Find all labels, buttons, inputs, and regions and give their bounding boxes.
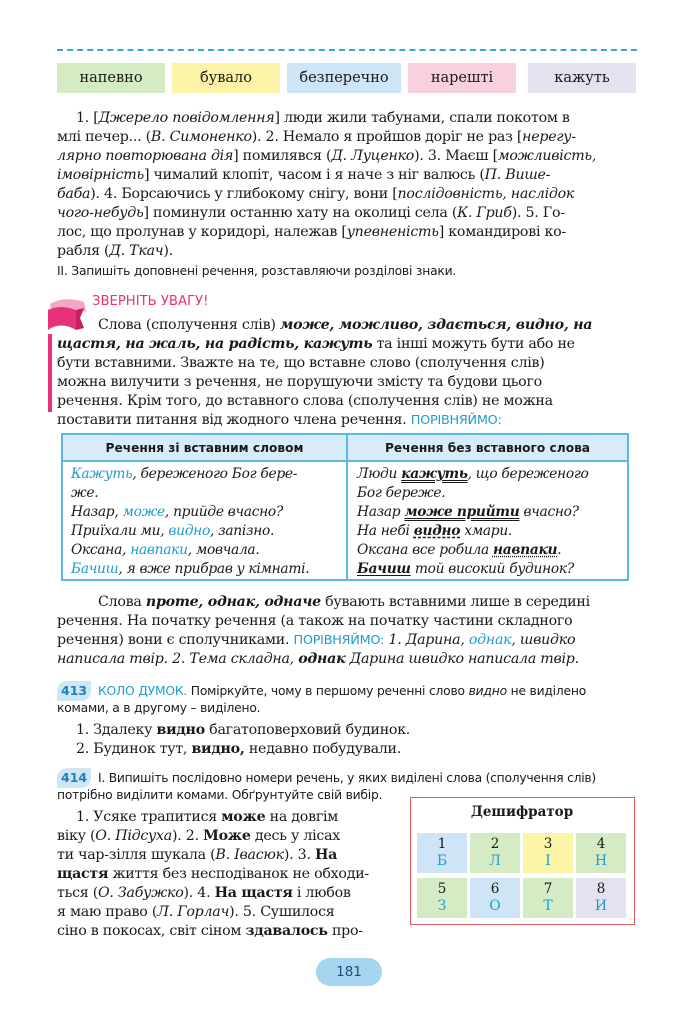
ex413-line-2: комами, а в другому – виділено. [57, 701, 261, 715]
page-number: 181 [316, 958, 382, 986]
ex1-line-7: лос, що пролунав у коридорі, належав [упевненість] командирові ко- [57, 224, 566, 240]
task-2-instruction: II. Запишіть доповнені речення, розставляючи розділові знаки. [57, 264, 457, 278]
after-table-line-3: речення) вони є сполучниками. ПОРІВНЯЙМО: 1. Дарина, однак, швидко [57, 632, 576, 648]
attention-line-2: щастя, на жаль, на радість, кажуть та інші можуть бути або не [57, 336, 575, 352]
table-header-right: Речення без вставного слова [384, 441, 590, 455]
decoder-cell-3: 3 І [523, 833, 573, 873]
ex414-text-7: сіно в покосах, світ сіном здавалось про- [57, 923, 363, 939]
word-chip-3: безперечно [287, 63, 401, 93]
decoder-cell-7: 7 Т [523, 878, 573, 918]
attention-side-bar [48, 334, 52, 412]
right-row-2: Бог береже. [357, 485, 446, 501]
attention-title: ЗВЕРНІТЬ УВАГУ! [92, 294, 209, 309]
decoder-cell-4: 4 Н [576, 833, 626, 873]
ex1-line-1: 1. [Джерело повідомлення] люди жили табунами, спали покотом в [76, 110, 570, 126]
left-row-6: Бачиш, я вже прибрав у кімнаті. [71, 561, 310, 577]
after-table-line-1: Слова проте, однак, одначе бувають вставними лише в середині [98, 594, 590, 610]
attention-line-5: речення. Крім того, до вставного слова (сполучення слів) не можна [57, 393, 553, 409]
ex414-line-2: потрібно виділити комами. Обґрунтуйте свій вибір. [57, 788, 383, 802]
attention-line-4: можна вилучити з речення, не порушуючи змісту та будови цього [57, 374, 542, 390]
ex1-line-6: чого-небудь] поминули останню хату на околиці села (К. Гриб). 5. Го- [57, 205, 565, 221]
decoder-cell-1: 1 Б [417, 833, 467, 873]
decoder-box [410, 797, 635, 925]
word-chip-4: нарешті [408, 63, 516, 93]
left-row-3: Назар, може, прийде вчасно? [71, 504, 284, 520]
word-chip-5: кажуть [528, 63, 636, 93]
ex414-text-4: щастя життя без несподіванок не обходи- [57, 866, 369, 882]
attention-line-6: поставити питання від жодного члена речення. ПОРІВНЯЙМО: [57, 412, 502, 428]
left-row-5: Оксана, навпаки, мовчала. [71, 542, 260, 558]
right-row-3: Назар може прийти вчасно? [357, 504, 579, 520]
word-chip-2: бувало [172, 63, 280, 93]
ex414-text-5: ться (О. Забужко). 4. На щастя і любов [57, 885, 351, 901]
after-table-line-4: написала твір. 2. Тема складна, однак Дарина швидко написала твір. [57, 651, 579, 667]
decoder-cell-2: 2 Л [470, 833, 520, 873]
ex413-sentence-1: 1. Здалеку видно багатоповерховий будинок. [76, 722, 411, 738]
ex414-text-6: я маю право (Л. Горлач). 5. Сушилося [57, 904, 335, 920]
exercise-413-badge: 413 [57, 681, 91, 701]
ex1-line-8: рабля (Д. Ткач). [57, 243, 173, 259]
ex414-line-1: I. Випишіть послідовно номери речень, у яких виділені слова (сполучення слів) [98, 771, 596, 785]
ex413-sentence-2: 2. Будинок тут, видно, недавно побудували. [76, 741, 402, 757]
exercise-414-badge: 414 [57, 768, 91, 788]
top-divider [57, 49, 637, 51]
table-header-left: Речення зі вставним словом [105, 441, 304, 455]
attention-line-3: бути вставними. Зважте на те, що вставне слово (сполучення слів) [57, 355, 545, 371]
ex414-text-3: ти чар-зілля шукала (В. Івасюк). 3. На [57, 847, 338, 863]
decoder-cell-6: 6 О [470, 878, 520, 918]
ex414-text-2: віку (О. Підсуха). 2. Може десь у лісах [57, 828, 341, 844]
decoder-cell-8: 8 И [576, 878, 626, 918]
left-row-1: Кажуть, береженого Бог бере- [71, 466, 298, 482]
right-row-1: Люди кажуть, що береженого [357, 466, 589, 482]
decoder-title: Дешифратор [470, 804, 574, 820]
comparison-table [61, 433, 629, 581]
word-chip-1: напевно [57, 63, 165, 93]
decoder-cell-5: 5 З [417, 878, 467, 918]
ex1-line-2: млі печер... (В. Симоненко). 2. Немало я пройшов доріг не раз [нерегу- [57, 129, 576, 145]
right-row-6: Бачиш той високий будинок? [357, 561, 574, 577]
left-row-4: Приїхали ми, видно, запізно. [71, 523, 275, 539]
ex413-line-1: КОЛО ДУМОК. Поміркуйте, чому в першому реченні слово видно не виділено [98, 684, 587, 698]
ex1-line-5: баба). 4. Борсаючись у глибокому снігу, вони [послідовність, наслідок [57, 186, 575, 202]
ex414-text-1: 1. Усяке трапитися може на довгім [76, 809, 339, 825]
ex1-line-3: лярно повторювана дія] помилявся (Д. Луценко). 3. Маєш [можливість, [57, 148, 597, 164]
right-row-4: На небі видно хмари. [357, 523, 513, 539]
left-row-2: же. [71, 485, 99, 501]
after-table-line-2: речення. На початку речення (а також на початку частини складного [57, 613, 573, 629]
right-row-5: Оксана все робила навпаки. [357, 542, 562, 558]
ex1-line-4: імовірність] чималий клопіт, часом і я наче з ніг валюсь (П. Више- [57, 167, 551, 183]
attention-line-1: Слова (сполучення слів) може, можливо, здається, видно, на [98, 317, 593, 333]
